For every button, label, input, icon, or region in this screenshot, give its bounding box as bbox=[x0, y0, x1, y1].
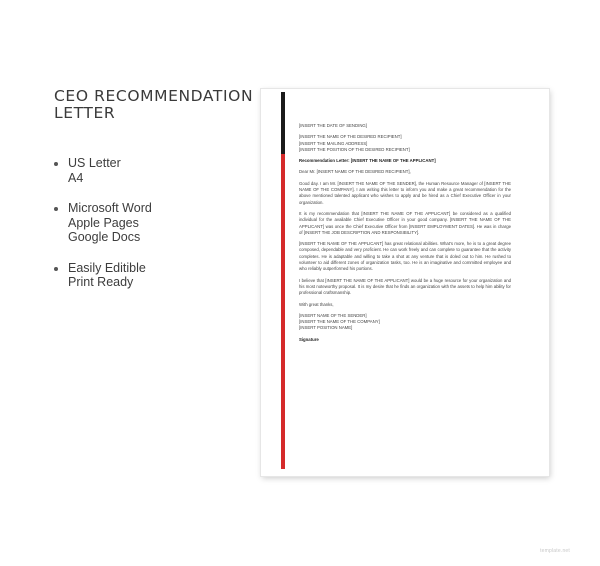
feature-group-formats bbox=[54, 201, 254, 245]
letter-closing: With great thanks, bbox=[299, 301, 334, 307]
letter-paragraph: Good day. I am Mr. [INSERT THE NAME OF THE SENDER], the Human Resource Manager of [INSERT THE NAME OF THE COMPANY]. I am writing this letter to inform you and make a great recommendation for the above mentioned talented applicant who wishes to apply and be hired as a Chief Executive Officer in your organization. bbox=[299, 180, 511, 205]
template-title bbox=[54, 88, 254, 122]
signature-label: Signature bbox=[299, 336, 319, 342]
feature-group-paper-size bbox=[54, 156, 254, 185]
recipient-name: [INSERT THE NAME OF THE DESIRED RECIPIENT] bbox=[299, 134, 402, 140]
template-title-line-2: LETTER bbox=[54, 104, 116, 122]
bullet-icon bbox=[54, 207, 58, 211]
letter-subject: Recommendation Letter: [INSERT THE NAME OF THE APPLICANT] bbox=[299, 158, 436, 164]
letter-paragraph: I believe that [INSERT THE NAME OF THE APPLICANT] would be a huge resource for your organization and his most noteworthy proposal. It is my desire that he finds an organization with the assets to help him ability for professional craftsmanship. bbox=[299, 277, 511, 296]
bullet-icon bbox=[54, 267, 58, 271]
sender-position: [INSERT POSITION NAME] bbox=[299, 325, 353, 331]
letter-body bbox=[299, 123, 511, 343]
feature-item: Easily Editible bbox=[68, 260, 146, 275]
sender-company: [INSERT THE NAME OF THE COMPANY] bbox=[299, 319, 380, 325]
feature-item: US Letter bbox=[68, 156, 121, 170]
accent-bar-red bbox=[281, 154, 285, 469]
letter-preview[interactable] bbox=[261, 89, 549, 476]
recipient-address: [INSERT THE MAILING ADDRESS] bbox=[299, 140, 368, 146]
feature-item: Apple Pages bbox=[68, 215, 139, 230]
letter-paragraph: It is my recommendation that [INSERT THE NAME OF THE APPLICANT] be considered as a qualified individual for the available Chief Executive Officer in your good company. [INSERT THE NAME OF THE APPLICANT] was once the Chief Executive Officer from [INSERT EMPLOYMENT DATES]. He was in charge of [INSERT THE JOB DESCRIPTION AND RESPONSIBILITY]. bbox=[299, 210, 511, 235]
sender-name: [INSERT NAME OF THE SENDER] bbox=[299, 312, 367, 318]
accent-bar-black bbox=[281, 92, 285, 154]
letter-salutation: Dear Mr. [INSERT NAME OF THE DESIRED RECIPIENT], bbox=[299, 169, 411, 175]
bullet-icon bbox=[54, 162, 58, 166]
letter-paragraph: [INSERT THE NAME OF THE APPLICANT] has great relational abilities. What's more, he is to a great degree composed, dependable and very proficient. He can work freely and can complete to guarantee that the activity completes. He is adaptable and willing to take a shot at any venture that is doled out to him. He rushed to volunteer to aid different zones of organization tasks, too. He is an imaginative and committed employee and who reliably outperformed his portions. bbox=[299, 241, 511, 272]
template-info-panel bbox=[54, 88, 254, 306]
template-title-line-1: CEO RECOMMENDATION bbox=[54, 87, 254, 105]
feature-group-editing bbox=[54, 261, 254, 290]
recipient-position: [INSERT THE POSITION OF THE DESIRED RECIPIENT] bbox=[299, 146, 410, 152]
feature-list bbox=[54, 156, 254, 290]
letter-date: [INSERT THE DATE OF SENDING] bbox=[299, 123, 367, 128]
feature-item: A4 bbox=[68, 170, 84, 185]
feature-item: Google Docs bbox=[68, 230, 141, 244]
feature-item: Microsoft Word bbox=[68, 201, 152, 215]
watermark: template.net bbox=[540, 548, 570, 554]
feature-item: Print Ready bbox=[68, 275, 134, 289]
